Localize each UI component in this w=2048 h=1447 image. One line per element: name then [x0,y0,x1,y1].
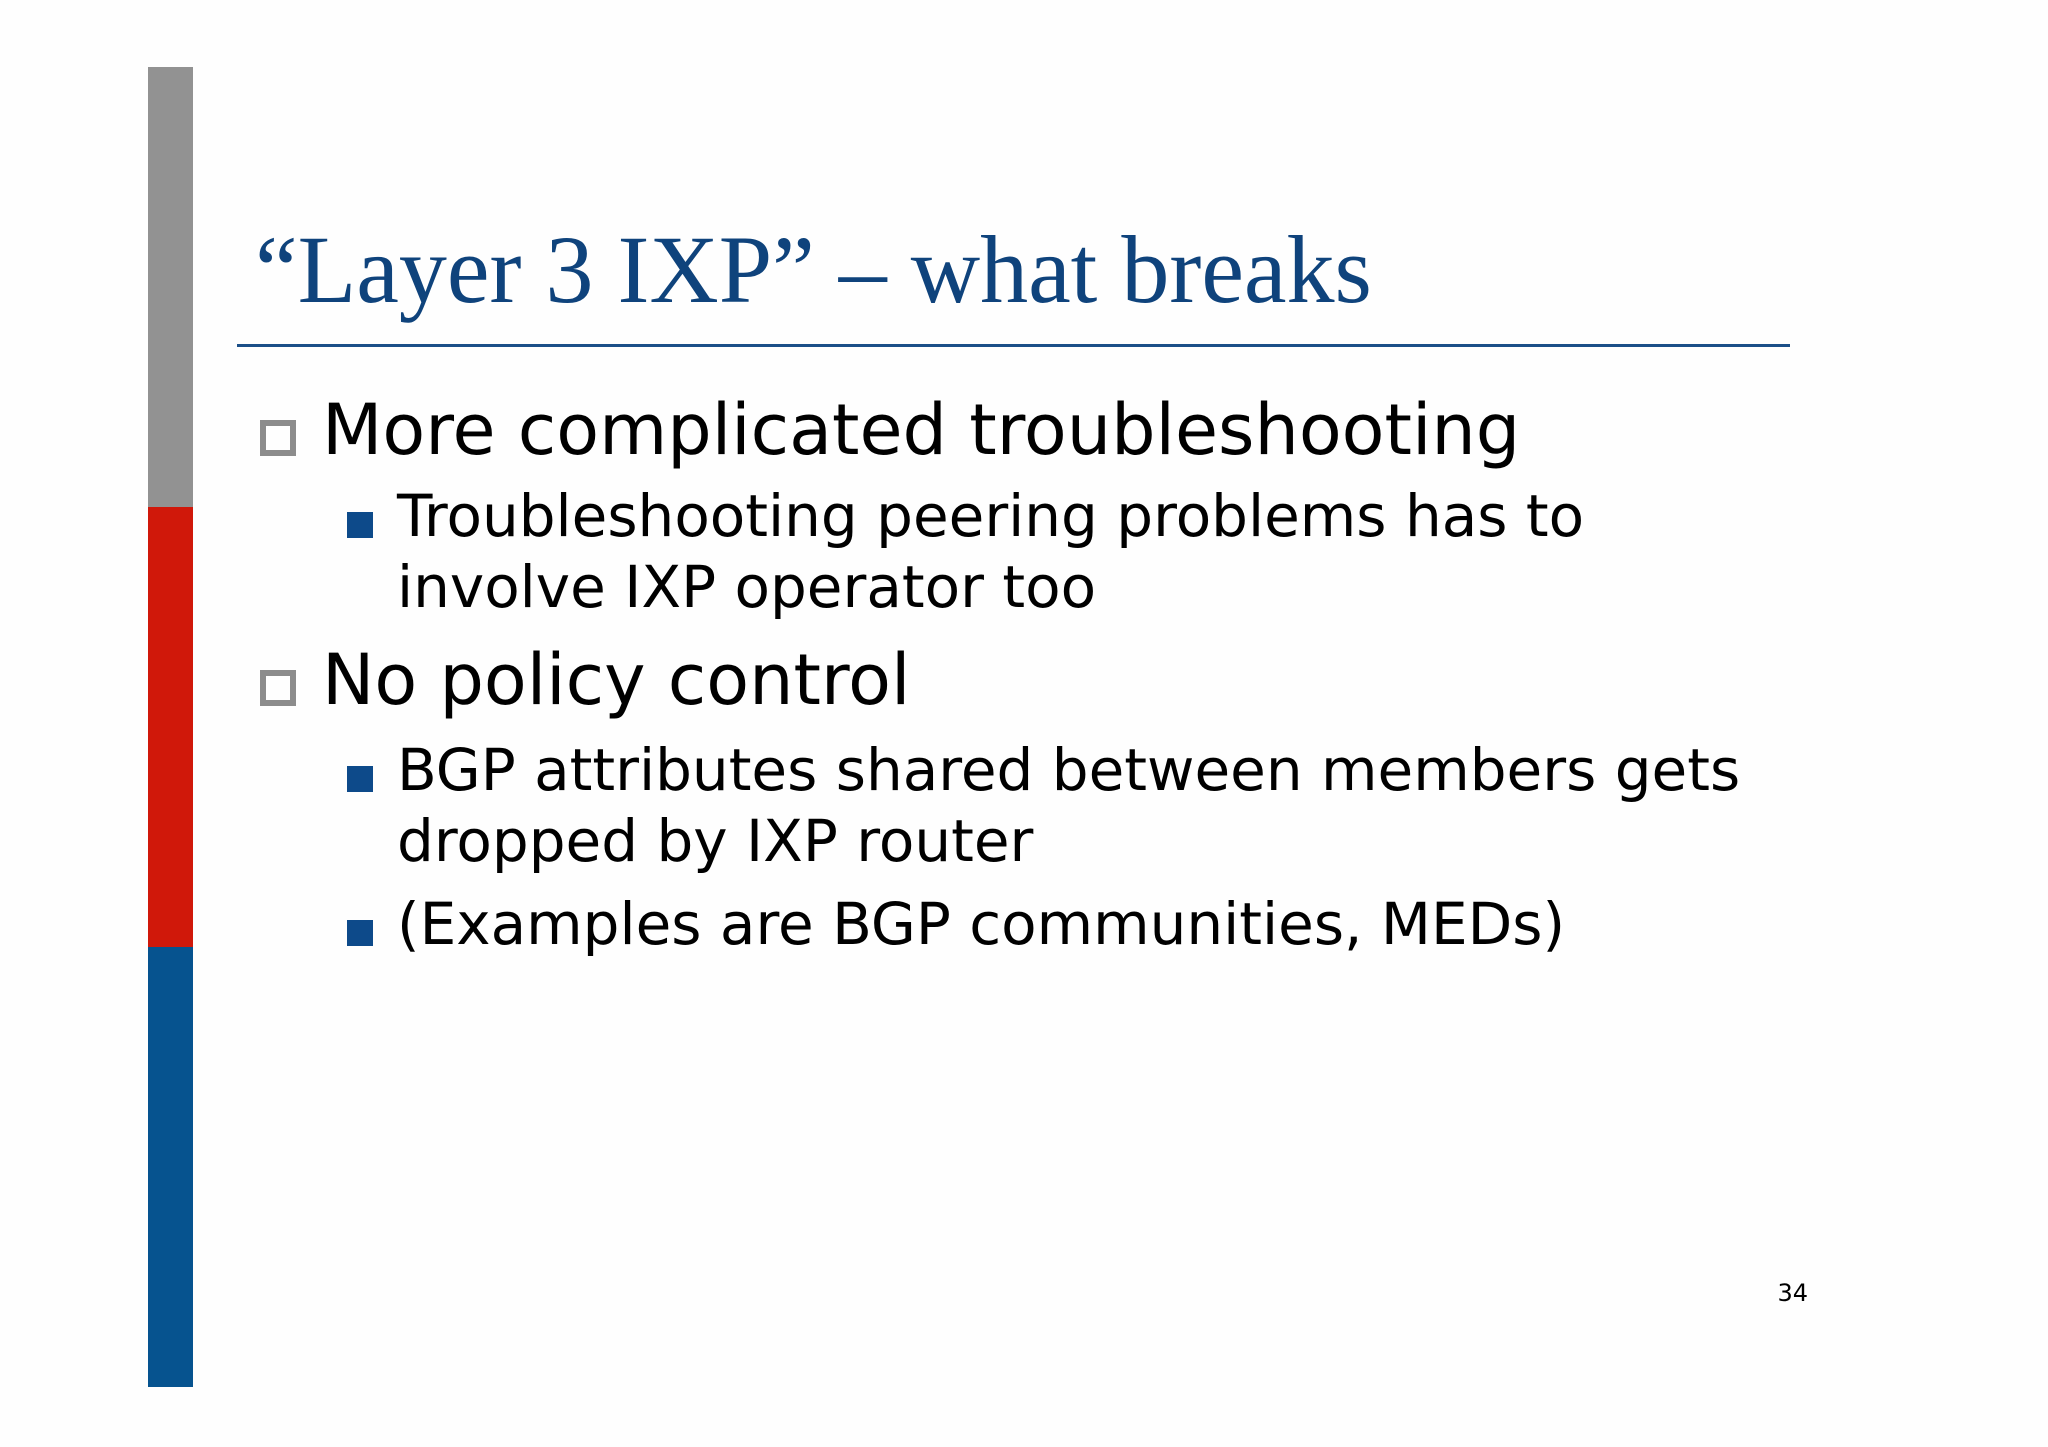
side-bar-gray-segment [148,67,193,507]
side-bar-blue-segment [148,947,193,1387]
filled-square-bullet-icon [347,512,373,538]
sub-bullet-text: BGP attributes shared between members gets dropped by IXP router [397,736,1741,875]
hollow-square-bullet-icon [260,670,296,706]
bullet-text: No policy control [322,639,911,721]
filled-square-bullet-icon [347,920,373,946]
bullet-text: More complicated troubleshooting [322,389,1521,471]
side-bar-red-segment [148,507,193,947]
sub-bullet-text: Troubleshooting peering problems has to involve IXP operator too [397,482,1585,621]
title-underline [237,344,1790,347]
page-number: 34 [1777,1279,1808,1307]
hollow-square-bullet-icon [260,420,296,456]
slide-title: “Layer 3 IXP” – what breaks [255,216,1372,323]
sub-bullet-text: (Examples are BGP communities, MEDs) [397,890,1566,958]
filled-square-bullet-icon [347,766,373,792]
side-color-bar [148,67,193,1387]
